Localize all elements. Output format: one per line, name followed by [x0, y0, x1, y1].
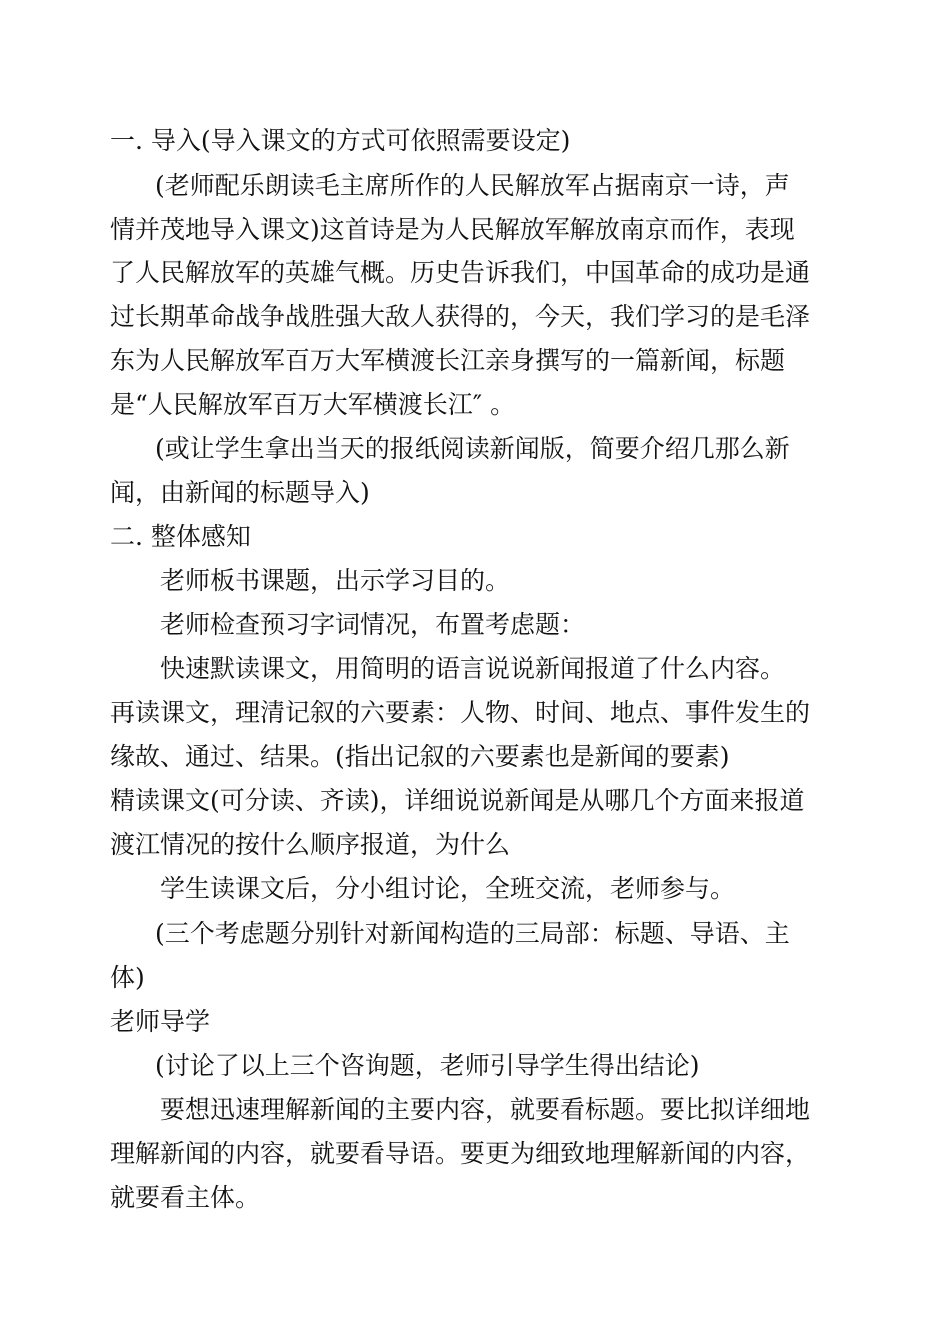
section-heading: 老师导学	[110, 1007, 211, 1036]
text-line: 是“人民解放军百万大军横渡长江″ 。	[110, 390, 516, 419]
text-line: 就要看主体。	[110, 1183, 261, 1212]
text-line: (三个考虑题分别针对新闻构造的三局部：标题、导语、主	[155, 919, 790, 948]
text-line: 要想迅速理解新闻的主要内容，就要看标题。要比拟详细地	[160, 1095, 811, 1124]
text-line: 了人民解放军的英雄气概。历史告诉我们，中国革命的成功是通	[110, 258, 811, 287]
text-line: 情并茂地导入课文)这首诗是为人民解放军解放南京而作，表现	[110, 215, 795, 244]
text-line: 精读课文(可分读、齐读)，详细说说新闻是从哪几个方面来报道	[110, 786, 805, 815]
text-line: 老师板书课题，出示学习目的。	[160, 566, 511, 595]
text-line: 一. 导入(导入课文的方式可依照需要设定)	[110, 126, 571, 155]
text-line: 体)	[110, 963, 145, 992]
section-heading: 二. 整体感知	[110, 522, 251, 551]
text-line: 渡江情况的按什么顺序报道，为什么	[110, 830, 511, 859]
text-line: (讨论了以上三个咨询题，老师引导学生得出结论)	[155, 1051, 700, 1080]
text-line: 老师检查预习字词情况，布置考虑题：	[160, 610, 586, 639]
text-line: 过长期革命战争战胜强大敌人获得的，今天，我们学习的是毛泽	[110, 302, 811, 331]
text-line: (或让学生拿出当天的报纸阅读新闻版，简要介绍几那么新	[155, 434, 790, 463]
text-line: 闻，由新闻的标题导入)	[110, 478, 370, 507]
text-line: (老师配乐朗读毛主席所作的人民解放军占据南京一诗，声	[155, 171, 790, 200]
text-line: 学生读课文后，分小组讨论，全班交流，老师参与。	[160, 874, 736, 903]
text-line: 东为人民解放军百万大军横渡长江亲身撰写的一篇新闻，标题	[110, 346, 786, 375]
text-line: 缘故、通过、结果。(指出记叙的六要素也是新闻的要素)	[110, 742, 730, 771]
text-line: 快速默读课文，用简明的语言说说新闻报道了什么内容。	[160, 654, 786, 683]
text-line: 理解新闻的内容，就要看导语。要更为细致地理解新闻的内容，	[110, 1139, 811, 1168]
text-line: 再读课文，理清记叙的六要素：人物、时间、地点、事件发生的	[110, 698, 811, 727]
